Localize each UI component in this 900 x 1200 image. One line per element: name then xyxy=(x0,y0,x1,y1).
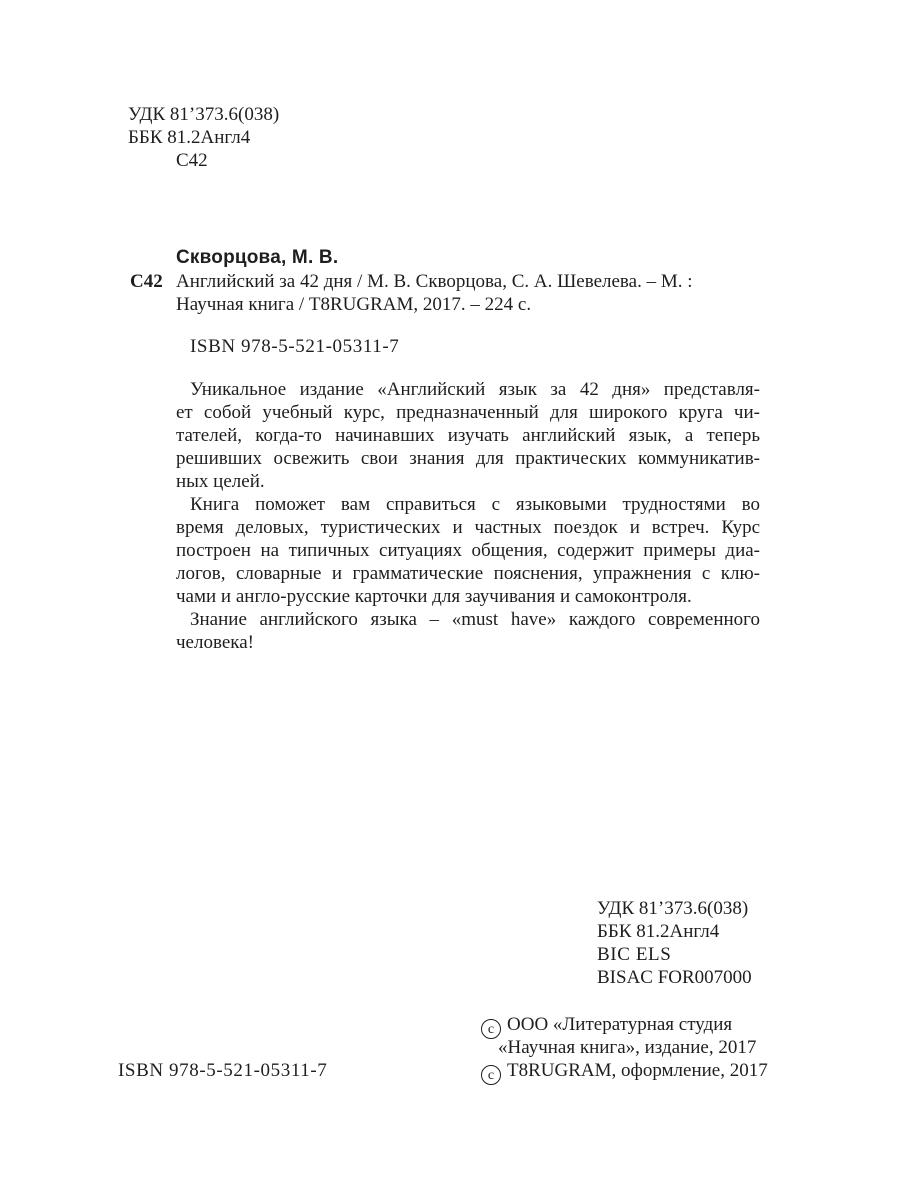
annotation-p1-line-3: тателей, когда-то начинавших изучать английский язык, а теперь xyxy=(176,425,760,446)
top-bbk: ББК 81.2Англ4 xyxy=(128,127,251,148)
bottom-isbn: ISBN 978-5-521-05311-7 xyxy=(118,1060,328,1081)
cip-title-line-2: Научная книга / T8RUGRAM, 2017. – 224 с. xyxy=(176,294,532,315)
annotation-p2-line-2: время деловых, туристических и частных поездок и встреч. Курс xyxy=(176,517,760,538)
annotation-p2-line-3: построен на типичных ситуациях общения, содержит примеры диа- xyxy=(176,540,760,561)
bottom-bic: BIC ELS xyxy=(597,944,672,965)
cip-mark: С42 xyxy=(130,271,163,292)
copyright-design-text: T8RUGRAM, оформление, 2017 xyxy=(507,1060,768,1081)
annotation-p1-line-5: ных целей. xyxy=(176,471,265,492)
annotation-p2-line-1: Книга поможет вам справиться с языковыми трудностями во xyxy=(190,494,760,515)
bottom-bisac: BISAC FOR007000 xyxy=(597,967,752,988)
top-udk: УДК 81’373.6(038) xyxy=(128,104,280,125)
cip-title-line-1: Английский за 42 дня / М. В. Скворцова, С. А. Шевелева. – М. : xyxy=(176,271,693,292)
bottom-bbk: ББК 81.2Англ4 xyxy=(597,921,720,942)
copyright-line-2: «Научная книга», издание, 2017 xyxy=(498,1037,757,1058)
annotation-p3-line-2: человека! xyxy=(176,632,254,653)
copyright-publisher-text: ООО «Литературная студия xyxy=(507,1014,733,1035)
cip-isbn: ISBN 978-5-521-05311-7 xyxy=(190,336,400,357)
annotation-p3-line-1: Знание английского языка – «must have» каждого современного xyxy=(190,609,760,630)
bottom-udk: УДК 81’373.6(038) xyxy=(597,898,749,919)
annotation-p2-line-4: логов, словарные и грамматические пояснения, упражнения с клю- xyxy=(176,563,760,584)
copyright-icon: c xyxy=(481,1065,501,1085)
annotation-p1-line-2: ет собой учебный курс, предназначенный для широкого круга чи- xyxy=(176,402,760,423)
copyright-line-3 xyxy=(481,1059,768,1085)
annotation-p1-line-4: решивших освежить свои знания для практических коммуникатив- xyxy=(176,448,760,469)
cip-author: Скворцова, М. В. xyxy=(176,247,339,268)
annotation-p2-line-5: чами и англо-русские карточки для заучивания и самоконтроля. xyxy=(176,586,692,607)
copyright-icon: c xyxy=(481,1019,501,1039)
top-author-mark: С42 xyxy=(176,150,208,171)
annotation-p1-line-1: Уникальное издание «Английский язык за 42 дня» представля- xyxy=(190,379,760,400)
